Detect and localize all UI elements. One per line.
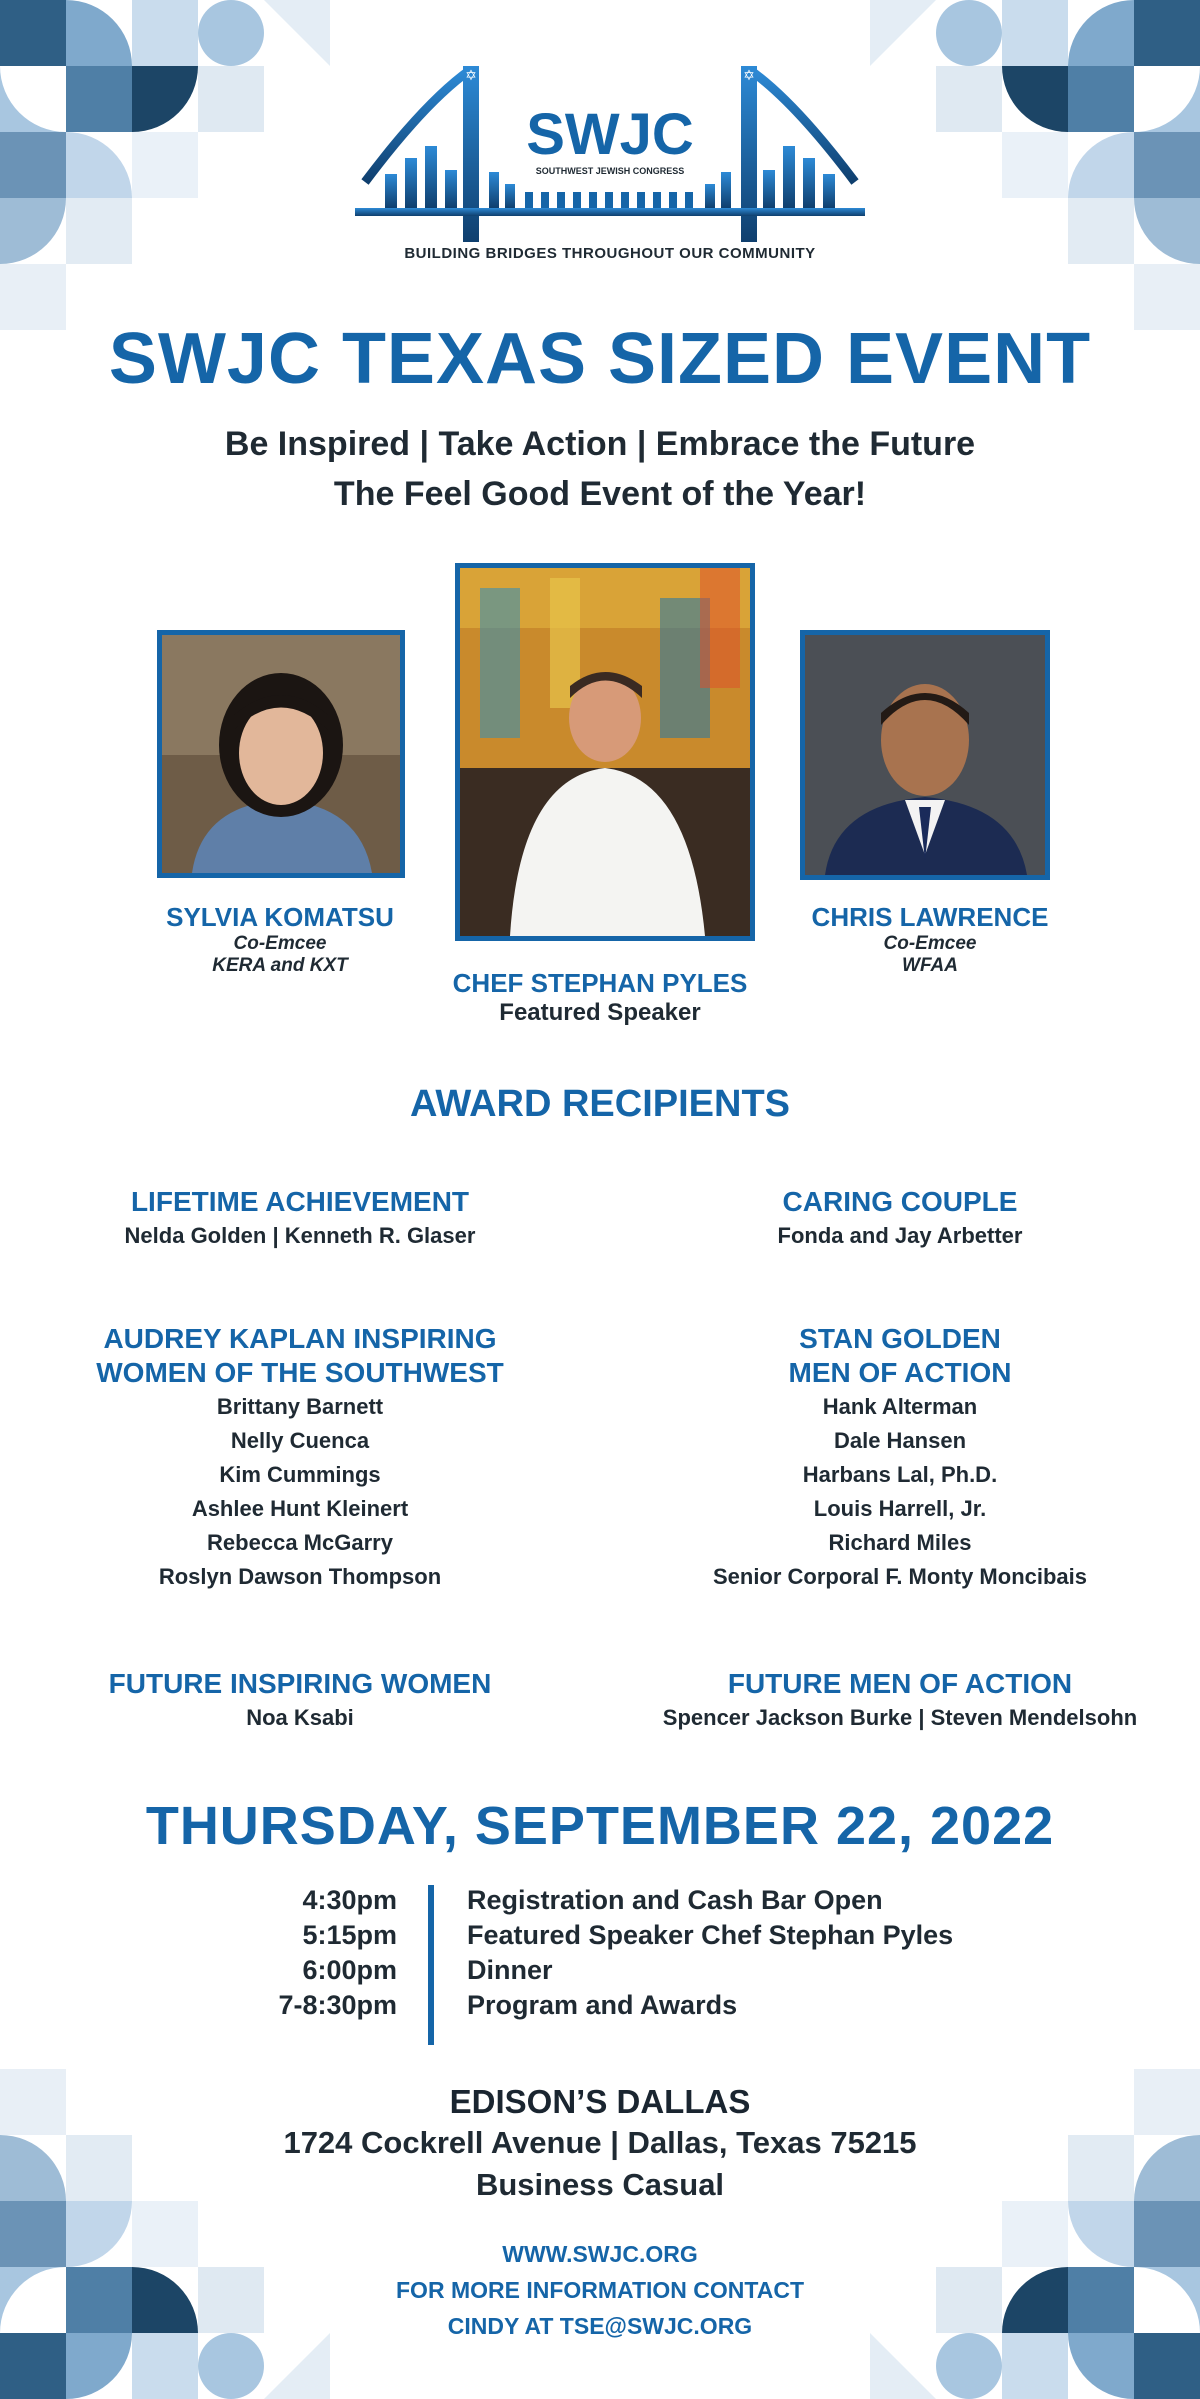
schedule-row	[230, 1955, 990, 1990]
person-chris-lawrence	[770, 902, 1090, 977]
svg-text:✡: ✡	[743, 68, 755, 84]
award-caring-couple	[640, 1185, 1160, 1253]
schedule-desc: Program and Awards	[467, 1990, 738, 2020]
event-date: THURSDAY, SEPTEMBER 22, 2022	[145, 1796, 1055, 1856]
award-title: WOMEN OF THE SOUTHWEST	[96, 1357, 504, 1388]
contact-email-link[interactable]: CINDY AT TSE@SWJC.ORG	[447, 2313, 753, 2339]
person-role: Featured Speaker	[499, 999, 701, 1026]
person-sylvia-komatsu	[120, 902, 440, 977]
contact-info-label: FOR MORE INFORMATION CONTACT	[396, 2277, 804, 2303]
schedule-row	[230, 1920, 990, 1955]
person-role: Co-Emcee	[883, 933, 977, 954]
award-men-of-action	[640, 1322, 1160, 1594]
award-title: STAN GOLDEN	[799, 1323, 1001, 1354]
corner-pattern-top-left	[0, 0, 330, 330]
award-recipient: Louis Harrell, Jr.	[813, 1496, 987, 1521]
award-recipient: Rebecca McGarry	[207, 1530, 393, 1555]
award-recipients: Spencer Jackson Burke | Steven Mendelsohn	[662, 1705, 1138, 1730]
corner-pattern-top-right	[870, 0, 1200, 330]
person-name: CHRIS LAWRENCE	[811, 902, 1049, 932]
bridge-logo-icon	[355, 62, 865, 242]
person-chef-stephan-pyles	[400, 968, 800, 1027]
schedule-row	[230, 1885, 990, 1920]
award-inspiring-women	[40, 1322, 560, 1594]
schedule-time: 7-8:30pm	[278, 1990, 397, 2020]
award-recipient: Ashlee Hunt Kleinert	[191, 1496, 409, 1521]
photo-sylvia-komatsu	[157, 630, 405, 878]
photo-chef-stephan-pyles	[455, 563, 755, 941]
award-title: LIFETIME ACHIEVEMENT	[130, 1186, 470, 1217]
logo-acronym: SWJC	[526, 102, 694, 167]
svg-text:✡: ✡	[465, 68, 477, 84]
photo-chris-lawrence	[800, 630, 1050, 880]
award-recipient: Senior Corporal F. Monty Moncibais	[712, 1564, 1088, 1589]
schedule-row	[230, 1990, 990, 2025]
award-recipient: Hank Alterman	[822, 1394, 978, 1419]
schedule-desc: Featured Speaker Chef Stephan Pyles	[467, 1920, 954, 1950]
award-recipient: Brittany Barnett	[216, 1394, 384, 1419]
event-title: SWJC TEXAS SIZED EVENT	[108, 319, 1092, 399]
award-recipient: Richard Miles	[828, 1530, 972, 1555]
award-recipients: Fonda and Jay Arbetter	[777, 1223, 1023, 1248]
award-recipient: Roslyn Dawson Thompson	[158, 1564, 442, 1589]
award-title: MEN OF ACTION	[788, 1357, 1012, 1388]
event-subtitle-1: Be Inspired | Take Action | Embrace the Future	[224, 425, 976, 463]
website-link[interactable]: WWW.SWJC.ORG	[502, 2241, 698, 2267]
venue-address: 1724 Cockrell Avenue | Dallas, Texas 75215	[283, 2125, 917, 2160]
event-schedule	[230, 1885, 990, 2045]
award-title: FUTURE INSPIRING WOMEN	[108, 1668, 492, 1699]
award-title: CARING COUPLE	[782, 1186, 1018, 1217]
award-future-inspiring-women	[40, 1667, 560, 1735]
award-recipients: Nelda Golden | Kenneth R. Glaser	[124, 1223, 476, 1248]
venue-name: EDISON’S DALLAS	[449, 2083, 751, 2120]
award-recipients: Noa Ksabi	[246, 1705, 354, 1730]
logo-org-name: SOUTHWEST JEWISH CONGRESS	[535, 166, 685, 176]
schedule-time: 6:00pm	[302, 1955, 397, 1985]
schedule-time: 5:15pm	[302, 1920, 397, 1950]
person-role: Co-Emcee	[233, 933, 327, 954]
event-subtitle-2: The Feel Good Event of the Year!	[333, 475, 867, 513]
logo-tagline: BUILDING BRIDGES THROUGHOUT OUR COMMUNITY	[404, 245, 816, 262]
dress-code: Business Casual	[475, 2167, 725, 2202]
person-name: SYLVIA KOMATSU	[166, 902, 394, 932]
award-title: FUTURE MEN OF ACTION	[727, 1668, 1073, 1699]
schedule-time: 4:30pm	[302, 1885, 397, 1915]
person-org: WFAA	[902, 955, 958, 976]
person-org: KERA and KXT	[212, 955, 348, 976]
person-name: CHEF STEPHAN PYLES	[452, 968, 748, 998]
award-title: AUDREY KAPLAN INSPIRING	[103, 1323, 497, 1354]
award-lifetime-achievement	[40, 1185, 560, 1253]
award-recipient: Dale Hansen	[833, 1428, 967, 1453]
award-recipient: Harbans Lal, Ph.D.	[802, 1462, 998, 1487]
award-recipient: Kim Cummings	[219, 1462, 381, 1487]
awards-heading: AWARD RECIPIENTS	[409, 1083, 791, 1125]
swjc-logo	[355, 62, 865, 272]
award-recipient: Nelly Cuenca	[230, 1428, 370, 1453]
schedule-desc: Dinner	[467, 1955, 553, 1985]
schedule-desc: Registration and Cash Bar Open	[467, 1885, 883, 1915]
award-future-men-of-action	[610, 1667, 1190, 1735]
